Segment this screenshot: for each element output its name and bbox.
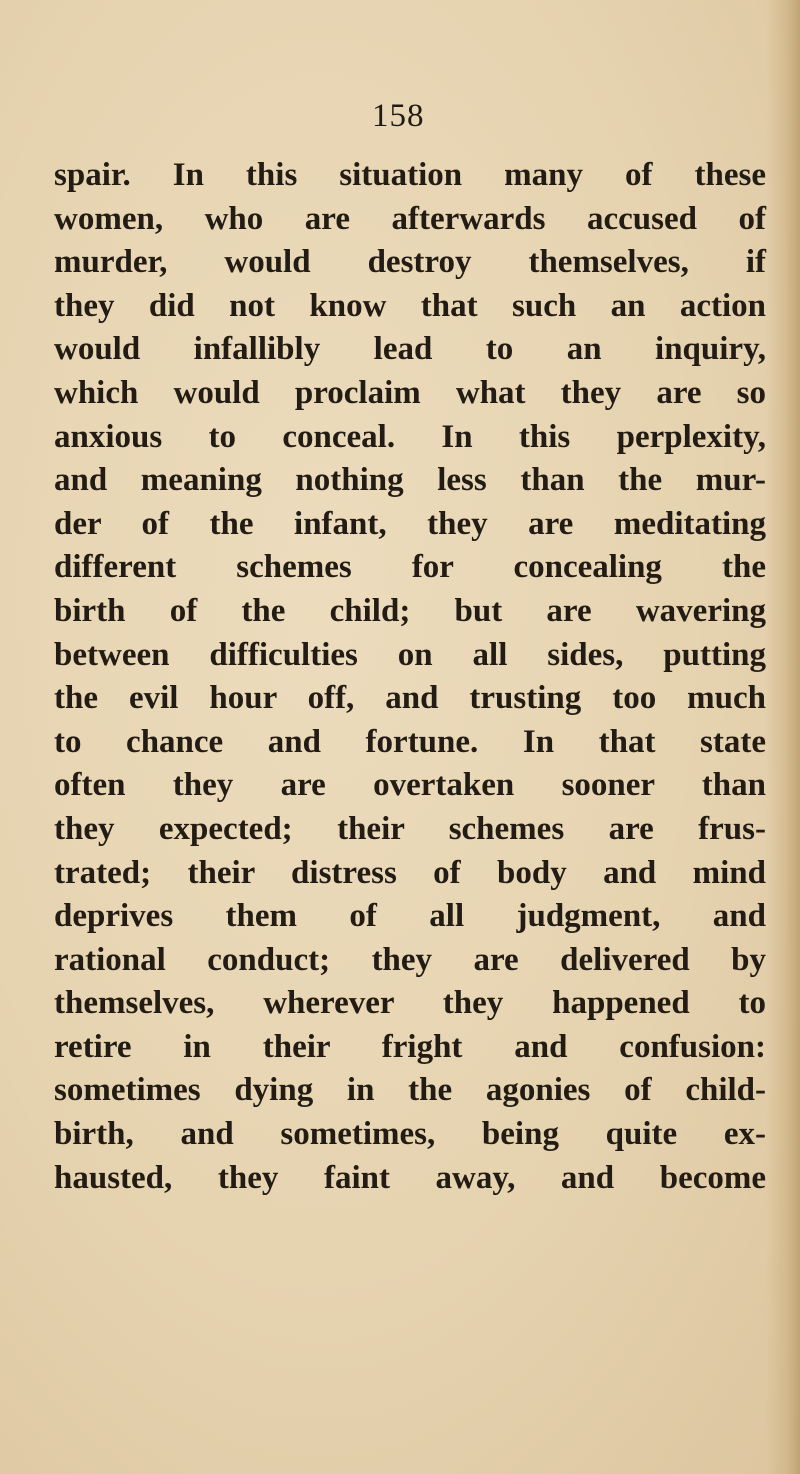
text-line: hausted, they faint away, and become — [54, 1159, 766, 1196]
text-line: sometimes dying in the agonies of child- — [54, 1072, 766, 1109]
text-line: to chance and fortune. In that state — [54, 723, 766, 760]
text-line: murder, would destroy themselves, if — [54, 244, 766, 281]
text-line: birth, and sometimes, being quite ex- — [54, 1116, 766, 1153]
text-line: they expected; their schemes are frus- — [54, 810, 766, 847]
text-line: would infallibly lead to an inquiry, — [54, 331, 766, 368]
text-line: the evil hour off, and trusting too much — [54, 680, 766, 717]
text-line: often they are overtaken sooner than — [54, 767, 766, 804]
text-line: and meaning nothing less than the mur- — [54, 462, 766, 499]
text-line: rational conduct; they are delivered by — [54, 941, 766, 978]
text-line: spair. In this situation many of these — [54, 157, 766, 193]
text-line: birth of the child; but are wavering — [54, 592, 766, 629]
text-line: women, who are afterwards accused of — [54, 200, 766, 237]
text-line: which would proclaim what they are so — [54, 374, 766, 411]
page-number: 158 — [372, 98, 425, 134]
text-line: retire in their fright and confusion: — [54, 1028, 766, 1065]
text-line: they did not know that such an action — [54, 287, 766, 324]
body-text — [54, 154, 766, 1200]
text-line: anxious to conceal. In this perplexity, — [54, 418, 766, 455]
text-line: der of the infant, they are meditating — [54, 505, 766, 542]
page-edge-shadow — [766, 0, 800, 1474]
text-line: between difficulties on all sides, putting — [54, 636, 766, 673]
text-line: different schemes for concealing the — [54, 549, 766, 586]
text-line: themselves, wherever they happened to — [54, 985, 766, 1022]
text-line: trated; their distress of body and mind — [54, 854, 766, 891]
text-line: deprives them of all judgment, and — [54, 898, 766, 935]
